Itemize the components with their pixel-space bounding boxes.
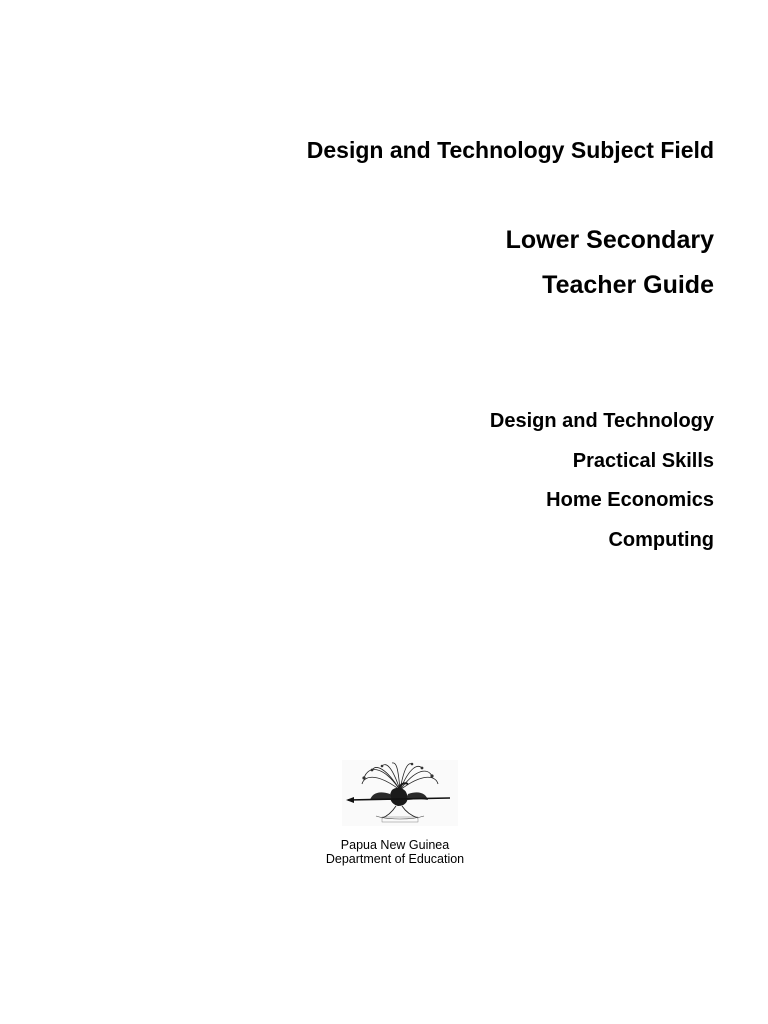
subject-item-design-and-technology: Design and Technology — [489, 410, 714, 432]
subject-item-computing: Computing — [608, 529, 714, 552]
publisher-block — [295, 838, 495, 866]
subject-field-title: Design and Technology Subject Field — [306, 137, 714, 163]
subject-item-home-economics: Home Economics — [546, 489, 714, 512]
bird-of-paradise-emblem-icon — [342, 760, 458, 826]
publisher-department: Department of Education — [325, 852, 465, 866]
guide-type-title: Teacher Guide — [542, 271, 714, 299]
subject-list — [490, 411, 714, 570]
guide-level-title: Lower Secondary — [505, 226, 714, 254]
publisher-country: Papua New Guinea — [340, 838, 450, 852]
subject-item-practical-skills: Practical Skills — [572, 449, 714, 472]
